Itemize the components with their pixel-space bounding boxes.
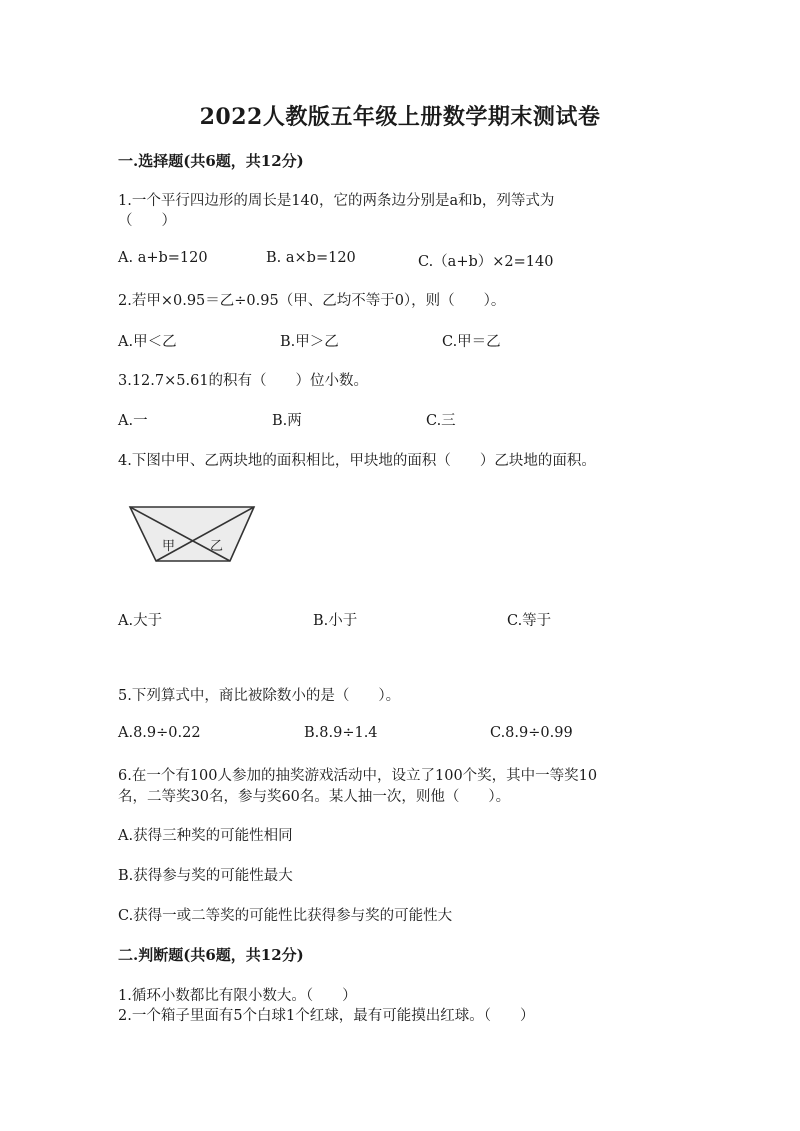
question-2-text: 2.若甲×0.95＝乙÷0.95（甲、乙均不等于0），则（ ）。 (118, 293, 506, 309)
question-2-option-a: A.甲＜乙 (118, 334, 177, 350)
question-2-option-b: B.甲＞乙 (280, 334, 339, 350)
trapezoid-outline (130, 507, 254, 561)
question-1-option-a: A. a+b=120 (118, 250, 208, 266)
question-4-option-c: C.等于 (507, 613, 552, 629)
question-5-option-c: C.8.9÷0.99 (490, 725, 573, 741)
question-6-option-a: A.获得三种奖的可能性相同 (118, 828, 293, 844)
question-4-option-b: B.小于 (313, 613, 358, 629)
judgement-1-text: 1.循环小数都比有限小数大。（ ） (118, 988, 357, 1004)
question-6-option-c: C.获得一或二等奖的可能性比获得参与奖的可能性大 (118, 908, 453, 924)
question-6-option-b: B.获得参与奖的可能性最大 (118, 868, 293, 884)
page-title: 2022人教版五年级上册数学期末测试卷 (199, 104, 601, 130)
question-3-option-a: A.一 (118, 413, 148, 429)
region-label-yi: 乙 (210, 539, 224, 554)
question-1-option-c: C.（a+b）×2=140 (418, 254, 554, 270)
question-5-option-a: A.8.9÷0.22 (118, 725, 201, 741)
question-1-option-b: B. a×b=120 (266, 250, 356, 266)
region-label-jia: 甲 (162, 539, 176, 554)
question-3-option-c: C.三 (426, 413, 456, 429)
question-3-option-b: B.两 (272, 413, 302, 429)
section-heading-judgement: 二.判断题(共6题，共12分) (118, 946, 304, 964)
question-1-blank: （ ） (118, 213, 176, 229)
judgement-2-text: 2.一个箱子里面有5个白球1个红球，最有可能摸出红球。（ ） (118, 1008, 535, 1024)
question-5-text: 5.下列算式中，商比被除数小的是（ ）。 (118, 688, 401, 704)
question-6-text-line-2: 名，二等奖30名，参与奖60名。某人抽一次，则他（ ）。 (118, 789, 511, 805)
question-4-text: 4.下图中甲、乙两块地的面积相比，甲块地的面积（ ）乙块地的面积。 (118, 453, 596, 469)
section-heading-choice: 一.选择题(共6题，共12分) (118, 152, 304, 170)
question-2-option-c: C.甲＝乙 (442, 334, 501, 350)
trapezoid-figure (126, 503, 258, 565)
question-5-option-b: B.8.9÷1.4 (304, 725, 378, 741)
question-1-text: 1.一个平行四边形的周长是140，它的两条边分别是a和b，列等式为 (118, 193, 555, 209)
question-4-option-a: A.大于 (118, 613, 163, 629)
question-6-text-line-1: 6.在一个有100人参加的抽奖游戏活动中，设立了100个奖，其中一等奖10 (118, 768, 598, 784)
question-3-text: 3.12.7×5.61的积有（ ）位小数。 (118, 373, 369, 389)
